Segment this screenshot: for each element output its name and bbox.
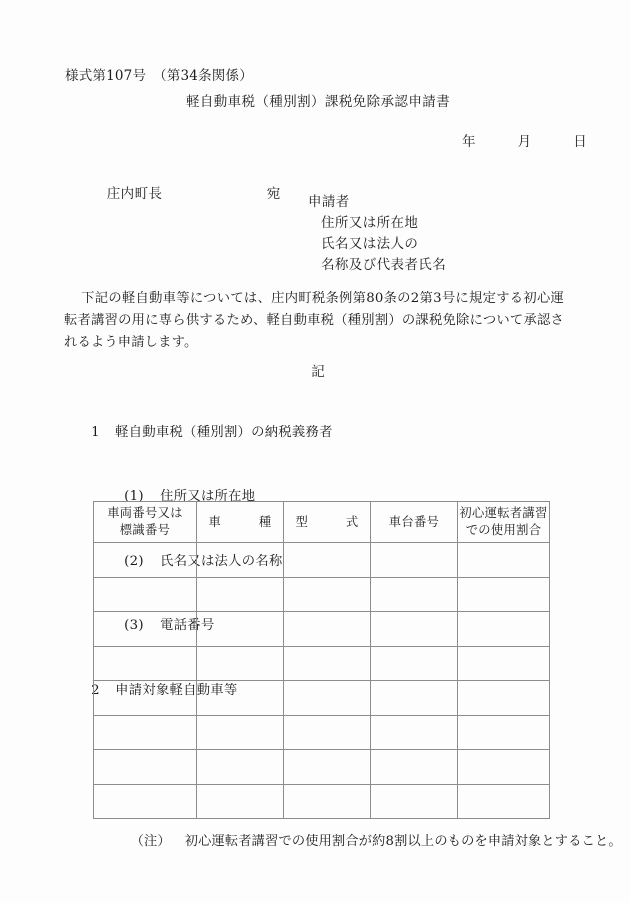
addressee-to-mark: 宛 (266, 185, 281, 202)
table-cell[interactable] (371, 784, 458, 819)
date-line: 年 月 日 (462, 134, 588, 150)
table-cell[interactable] (284, 612, 371, 647)
applicant-address-label: 住所又は所在地 (321, 215, 419, 231)
table-cell[interactable] (94, 715, 197, 750)
table-cell[interactable] (284, 715, 371, 750)
table-cell[interactable] (371, 715, 458, 750)
applicant-heading: 申請者 (308, 194, 350, 210)
table-cell[interactable] (458, 715, 550, 750)
table-cell[interactable] (197, 543, 284, 578)
table-row (94, 681, 550, 716)
ki-marker: 記 (311, 364, 325, 380)
header-line1: 車 種 (208, 514, 272, 529)
table-header-vehicle-type (197, 502, 284, 543)
addressee-row (88, 174, 281, 215)
applicant-name-label-line2: 名称及び代表者氏名 (321, 257, 447, 273)
header-line2: での使用割合 (465, 523, 542, 537)
applicant-name-label-line1: 氏名又は法人の (321, 236, 419, 252)
table-cell[interactable] (284, 543, 371, 578)
list-item-2-label: 申請対象軽自動車等 (115, 682, 238, 698)
header-line1: 型 式 (295, 514, 359, 529)
table-header-model (284, 502, 371, 543)
table-row (94, 715, 550, 750)
header-line1: 車両番号又は (107, 506, 183, 520)
table-row (94, 750, 550, 785)
list-item-1-3-number: (3) (124, 618, 144, 633)
table-cell[interactable] (197, 646, 284, 681)
table-header-chassis-number (371, 502, 458, 543)
table-cell[interactable] (94, 543, 197, 578)
footnote-marker: （注） (130, 834, 171, 850)
table-row (94, 646, 550, 681)
body-paragraph (64, 288, 564, 354)
vehicle-table (93, 501, 550, 819)
table-cell[interactable] (94, 750, 197, 785)
list-item-1-label: 軽自動車税（種別割）の納税義務者 (115, 424, 333, 440)
table-cell[interactable] (371, 646, 458, 681)
list-item-2-number: 2 (91, 682, 100, 698)
table-cell[interactable] (94, 784, 197, 819)
table-cell[interactable] (371, 681, 458, 716)
addressee-office: 庄内町長 (106, 185, 163, 202)
table-cell[interactable] (458, 543, 550, 578)
table-header-row (94, 502, 550, 543)
table-cell[interactable] (458, 577, 550, 612)
table-cell[interactable] (458, 612, 550, 647)
table-row (94, 612, 550, 647)
table-row (94, 543, 550, 578)
table-cell[interactable] (458, 784, 550, 819)
list-item-1-number: 1 (91, 424, 100, 440)
table-cell[interactable] (94, 577, 197, 612)
table-cell[interactable] (197, 681, 284, 716)
table-cell[interactable] (284, 784, 371, 819)
table-cell[interactable] (371, 750, 458, 785)
list-item-1-1-label: 住所又は所在地 (160, 489, 256, 504)
table-cell[interactable] (284, 646, 371, 681)
table-cell[interactable] (197, 750, 284, 785)
list-item-1 (64, 400, 333, 465)
table-cell[interactable] (197, 612, 284, 647)
table-cell[interactable] (458, 750, 550, 785)
document-title: 軽自動車税（種別割）課税免除承認申請書 (185, 94, 451, 110)
table-row (94, 784, 550, 819)
table-cell[interactable] (94, 646, 197, 681)
header-line1: 初心運転者講習 (459, 506, 548, 520)
table-cell[interactable] (371, 543, 458, 578)
table-cell[interactable] (284, 577, 371, 612)
table-header-usage-ratio (458, 502, 550, 543)
table-row (94, 577, 550, 612)
header-line1: 車台番号 (388, 514, 440, 529)
table-body (94, 543, 550, 819)
list-item-1-2-number: (2) (124, 553, 144, 569)
list-item-1-2-label: 氏名又は法人の名称 (160, 553, 283, 569)
table-cell[interactable] (458, 646, 550, 681)
table-cell[interactable] (458, 681, 550, 716)
paragraph-text: 下記の軽自動車等については、庄内町税条例第80条の2第3号に規定する初心運転者講習の用に専ら供するため、軽自動車税（種別割）の課税免除について承認されるよう申請します。 (64, 291, 564, 350)
footnote-text: 初心運転者講習での使用割合が約8割以上のものを申請対象とすること。 (184, 834, 622, 850)
table-cell[interactable] (371, 612, 458, 647)
table-cell[interactable] (284, 681, 371, 716)
table-cell[interactable] (371, 577, 458, 612)
table-cell[interactable] (197, 577, 284, 612)
table-cell[interactable] (197, 784, 284, 819)
applicant-block (308, 192, 446, 276)
list-item-1-1-number: (1) (124, 489, 144, 504)
table-cell[interactable] (94, 681, 197, 716)
list-item-1-3-label: 電話番号 (160, 618, 215, 633)
table-header-vehicle-number (94, 502, 197, 543)
table-cell[interactable] (284, 750, 371, 785)
footnote (113, 822, 622, 862)
header-line2: 標識番号 (119, 523, 171, 537)
form-number: 様式第107号 （第34条関係） (65, 68, 253, 84)
table-cell[interactable] (94, 612, 197, 647)
table-cell[interactable] (197, 715, 284, 750)
